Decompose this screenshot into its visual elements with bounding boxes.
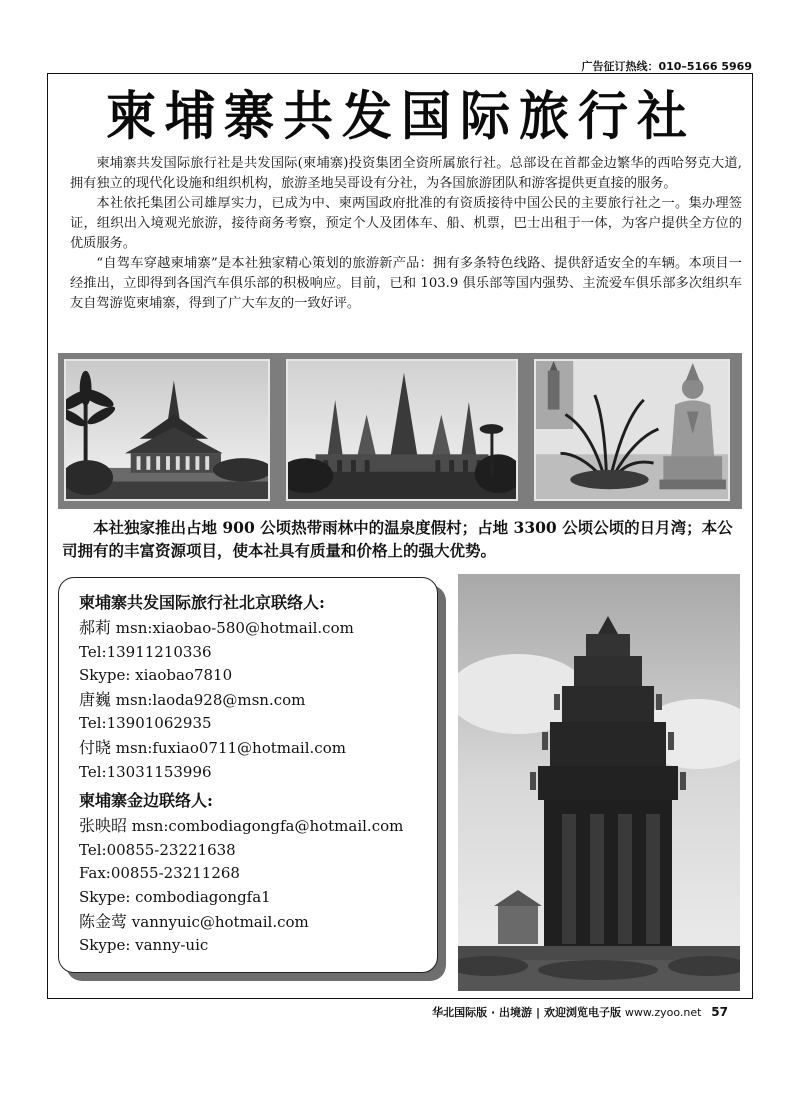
footer-slogan: 欢迎浏览电子版 [544, 1006, 622, 1019]
contact-line [79, 910, 423, 935]
photo-strip [58, 353, 742, 509]
contact-line [79, 814, 423, 839]
phnompenh-contacts-heading: 柬埔寨金边联络人: [79, 791, 213, 811]
beijing-contacts-heading: 柬埔寨共发国际旅行社北京联络人: [79, 593, 325, 612]
contact-tel: Tel:13911210336 [79, 642, 212, 661]
contact-msn-link[interactable]: msn:combodiagongfa@hotmail.com [131, 817, 404, 836]
angkor-wat-photo [286, 359, 518, 501]
contact-name: 陈金莺 [79, 911, 128, 931]
contact-line [79, 616, 423, 641]
contact-name: 唐巍 [79, 689, 112, 709]
contact-tel: Tel:13901062935 [79, 714, 212, 733]
royal-palace-photo [64, 359, 270, 501]
page-footer [432, 1004, 728, 1020]
ad-hotline: 广告征订热线：010–5166 5969 [581, 60, 752, 73]
contact-line [79, 688, 423, 713]
contact-skype: Skype: vanny-uic [79, 936, 209, 955]
contact-name: 郝莉 [79, 618, 112, 637]
contact-tel: Tel:13031153996 [79, 762, 212, 781]
contact-email-link[interactable]: vannyuic@hotmail.com [131, 912, 309, 931]
contact-tel: Tel:00855-23221638 [79, 840, 236, 859]
contact-skype: Skype: xiaobao7810 [79, 666, 233, 685]
contact-name: 张映昭 [79, 816, 128, 836]
contact-fax: Fax:00855-23211268 [79, 864, 240, 883]
promo-text: 本社独家推出占地 900 公顷热带雨林中的温泉度假村；占地 3300 公顷公顷的日月湾；本公司拥有的丰富资源项目，使本社具有质量和价格上的强大优势。 [62, 518, 733, 560]
page-number: 57 [711, 1005, 728, 1019]
website-link[interactable]: www.zyoo.net [624, 1006, 702, 1019]
footer-separator: | [536, 1006, 541, 1019]
intro-paragraph-1: 柬埔寨共发国际旅行社是共发国际(柬埔寨)投资集团全资所属旅行社。总部设在首都金边繁华的西哈努克大道,拥有独立的现代化设施和组织机构，旅游圣地吴哥设有分社，为各国旅游团队和游客提供更直接的服务。 [70, 156, 742, 191]
contact-msn-link[interactable]: msn:fuxiao0711@hotmail.com [115, 738, 346, 757]
intro-paragraph-3: “自驾车穿越柬埔寨”是本社独家精心策划的旅游新产品：拥有多条特色线路、提供舒适安全的车辆。本项目一经推出，立即得到各国汽车俱乐部的积极响应。目前，已和 103.9 俱乐部等国内强势、主流爱车俱乐部多次组织车友自驾游览柬埔寨，得到了广大车友的一致好评。 [70, 256, 742, 311]
contact-skype: Skype: combodiagongfa1 [79, 887, 271, 906]
contact-msn-link[interactable]: msn:xiaobao-580@hotmail.com [115, 619, 354, 637]
contact-msn-link[interactable]: msn:laoda928@msn.com [115, 690, 306, 709]
contact-line [79, 736, 423, 761]
intro-text [70, 154, 742, 314]
contact-box [58, 577, 446, 983]
intro-paragraph-2: 本社依托集团公司雄厚实力，已成为中、柬两国政府批准的有资质接待中国公民的主要旅行社之一。集办理签证，组织出入境观光旅游，接待商务考察，预定个人及团体车、船、机票，巴士出租于一体，为客户提供全方位的优质服务。 [70, 196, 742, 251]
independence-monument-photo [458, 574, 740, 991]
publication-name: 华北国际版 · 出境游 [432, 1006, 532, 1019]
praying-statue-photo [534, 359, 730, 501]
contact-panel [58, 577, 438, 973]
contact-name: 付晓 [79, 737, 112, 757]
page-title: 柬埔寨共发国际旅行社 [106, 84, 696, 147]
content-frame [47, 73, 753, 999]
